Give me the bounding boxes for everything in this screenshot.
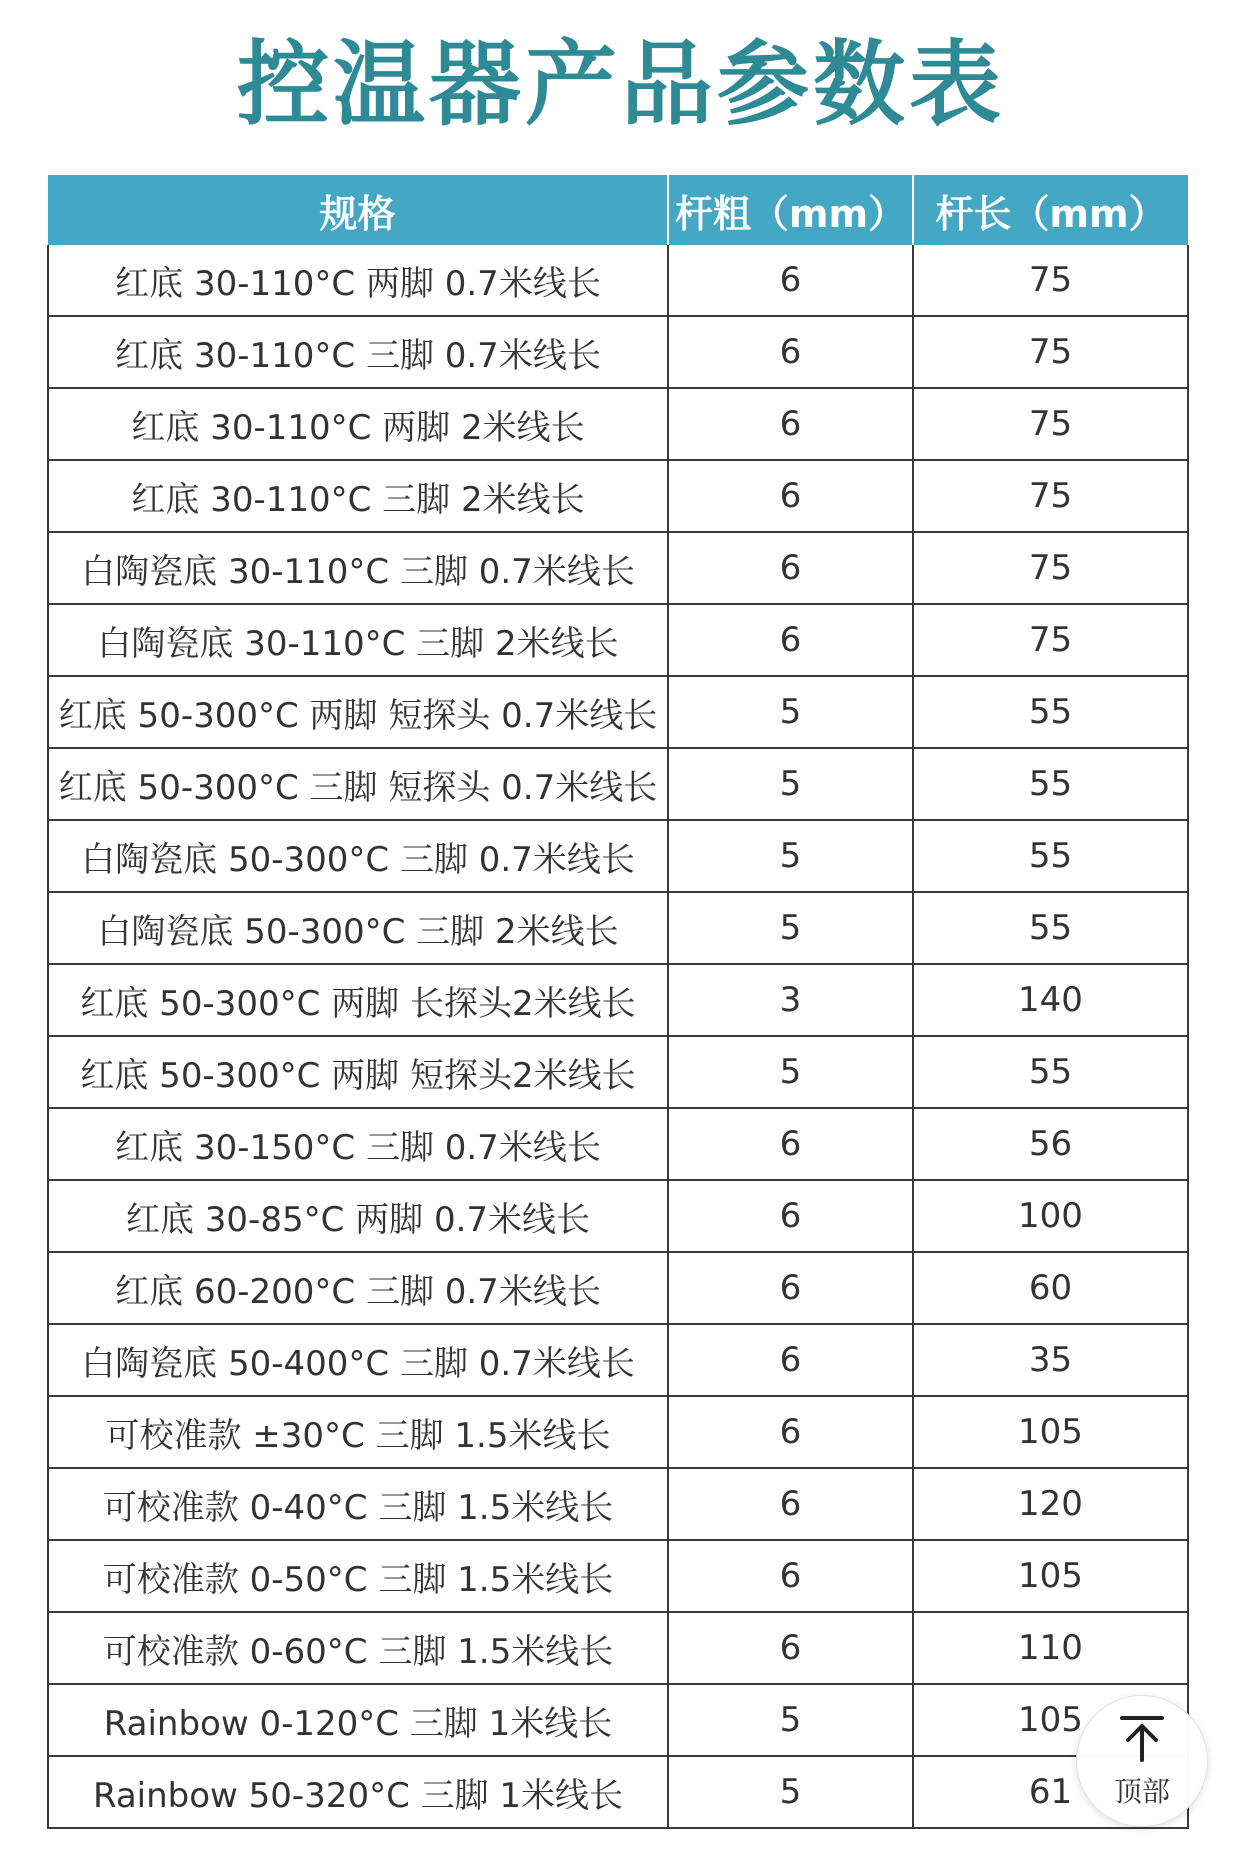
cell-rod-length: 60 <box>913 1252 1188 1324</box>
cell-rod-length: 75 <box>913 604 1188 676</box>
cell-rod-diameter: 5 <box>668 1684 913 1756</box>
cell-rod-length: 61 <box>913 1756 1188 1828</box>
cell-spec: 可校准款 ±30°C 三脚 1.5米线长 <box>48 1396 668 1468</box>
cell-spec: 红底 30-110°C 两脚 0.7米线长 <box>48 245 668 316</box>
cell-rod-diameter: 6 <box>668 460 913 532</box>
cell-rod-length: 105 <box>913 1396 1188 1468</box>
cell-rod-diameter: 5 <box>668 676 913 748</box>
cell-spec: 可校准款 0-50°C 三脚 1.5米线长 <box>48 1540 668 1612</box>
cell-rod-diameter: 5 <box>668 748 913 820</box>
cell-rod-length: 75 <box>913 388 1188 460</box>
table-row <box>48 1180 1188 1252</box>
header-rod-diameter: 杆粗（mm） <box>668 175 913 245</box>
cell-rod-diameter: 5 <box>668 820 913 892</box>
cell-rod-diameter: 5 <box>668 892 913 964</box>
cell-rod-diameter: 6 <box>668 1180 913 1252</box>
cell-rod-diameter: 6 <box>668 532 913 604</box>
table-row <box>48 604 1188 676</box>
table-row <box>48 1036 1188 1108</box>
cell-spec: Rainbow 50-320°C 三脚 1米线长 <box>48 1756 668 1828</box>
cell-rod-diameter: 6 <box>668 1324 913 1396</box>
cell-rod-length: 55 <box>913 892 1188 964</box>
cell-rod-diameter: 5 <box>668 1756 913 1828</box>
spec-table <box>47 175 1189 1829</box>
cell-rod-diameter: 5 <box>668 1036 913 1108</box>
cell-spec: Rainbow 0-120°C 三脚 1米线长 <box>48 1684 668 1756</box>
cell-spec: 白陶瓷底 50-300°C 三脚 2米线长 <box>48 892 668 964</box>
table-row <box>48 1396 1188 1468</box>
table-row <box>48 676 1188 748</box>
table-header-row <box>48 175 1188 245</box>
table-row <box>48 1108 1188 1180</box>
cell-rod-diameter: 6 <box>668 245 913 316</box>
cell-rod-length: 55 <box>913 676 1188 748</box>
cell-rod-diameter: 3 <box>668 964 913 1036</box>
cell-spec: 红底 60-200°C 三脚 0.7米线长 <box>48 1252 668 1324</box>
table-row <box>48 748 1188 820</box>
back-to-top-label: 顶部 <box>1113 1775 1170 1808</box>
cell-rod-length: 75 <box>913 532 1188 604</box>
cell-spec: 红底 30-110°C 三脚 2米线长 <box>48 460 668 532</box>
table-row <box>48 1612 1188 1684</box>
cell-rod-length: 55 <box>913 820 1188 892</box>
table-row <box>48 316 1188 388</box>
cell-rod-length: 140 <box>913 964 1188 1036</box>
cell-rod-length: 100 <box>913 1180 1188 1252</box>
cell-spec: 红底 50-300°C 两脚 短探头2米线长 <box>48 1036 668 1108</box>
cell-rod-diameter: 6 <box>668 604 913 676</box>
cell-rod-length: 110 <box>913 1612 1188 1684</box>
page-title: 控温器产品参数表 <box>236 31 1005 138</box>
cell-rod-length: 35 <box>913 1324 1188 1396</box>
back-to-top-button[interactable] <box>1076 1695 1208 1827</box>
table-body <box>48 245 1188 1828</box>
cell-rod-diameter: 6 <box>668 1612 913 1684</box>
cell-rod-diameter: 6 <box>668 388 913 460</box>
cell-rod-length: 105 <box>913 1684 1188 1756</box>
table-row <box>48 388 1188 460</box>
table-row <box>48 892 1188 964</box>
cell-rod-diameter: 6 <box>668 1396 913 1468</box>
cell-spec: 红底 30-150°C 三脚 0.7米线长 <box>48 1108 668 1180</box>
cell-rod-length: 55 <box>913 748 1188 820</box>
table-row <box>48 820 1188 892</box>
cell-spec: 红底 30-85°C 两脚 0.7米线长 <box>48 1180 668 1252</box>
cell-spec: 白陶瓷底 50-400°C 三脚 0.7米线长 <box>48 1324 668 1396</box>
cell-rod-length: 105 <box>913 1540 1188 1612</box>
cell-spec: 红底 50-300°C 两脚 长探头2米线长 <box>48 964 668 1036</box>
table-row <box>48 1684 1188 1756</box>
table-row <box>48 1540 1188 1612</box>
cell-spec: 可校准款 0-60°C 三脚 1.5米线长 <box>48 1612 668 1684</box>
cell-rod-diameter: 6 <box>668 316 913 388</box>
cell-rod-diameter: 6 <box>668 1108 913 1180</box>
cell-spec: 白陶瓷底 30-110°C 三脚 0.7米线长 <box>48 532 668 604</box>
cell-rod-diameter: 6 <box>668 1540 913 1612</box>
table-row <box>48 245 1188 316</box>
cell-rod-length: 120 <box>913 1468 1188 1540</box>
header-spec: 规格 <box>48 175 668 245</box>
cell-rod-length: 75 <box>913 316 1188 388</box>
cell-spec: 可校准款 0-40°C 三脚 1.5米线长 <box>48 1468 668 1540</box>
table-row <box>48 964 1188 1036</box>
cell-spec: 红底 30-110°C 三脚 0.7米线长 <box>48 316 668 388</box>
cell-spec: 红底 30-110°C 两脚 2米线长 <box>48 388 668 460</box>
table-row <box>48 1324 1188 1396</box>
cell-rod-length: 75 <box>913 460 1188 532</box>
cell-rod-length: 56 <box>913 1108 1188 1180</box>
header-rod-length: 杆长（mm） <box>913 175 1188 245</box>
cell-spec: 红底 50-300°C 三脚 短探头 0.7米线长 <box>48 748 668 820</box>
table-row <box>48 1252 1188 1324</box>
cell-rod-diameter: 6 <box>668 1468 913 1540</box>
arrow-up-to-top-icon <box>1116 1712 1168 1764</box>
cell-rod-diameter: 6 <box>668 1252 913 1324</box>
table-row <box>48 1756 1188 1828</box>
cell-rod-length: 55 <box>913 1036 1188 1108</box>
cell-rod-length: 75 <box>913 245 1188 316</box>
cell-spec: 红底 50-300°C 两脚 短探头 0.7米线长 <box>48 676 668 748</box>
table-row <box>48 460 1188 532</box>
table-row <box>48 1468 1188 1540</box>
cell-spec: 白陶瓷底 30-110°C 三脚 2米线长 <box>48 604 668 676</box>
table-row <box>48 532 1188 604</box>
cell-spec: 白陶瓷底 50-300°C 三脚 0.7米线长 <box>48 820 668 892</box>
